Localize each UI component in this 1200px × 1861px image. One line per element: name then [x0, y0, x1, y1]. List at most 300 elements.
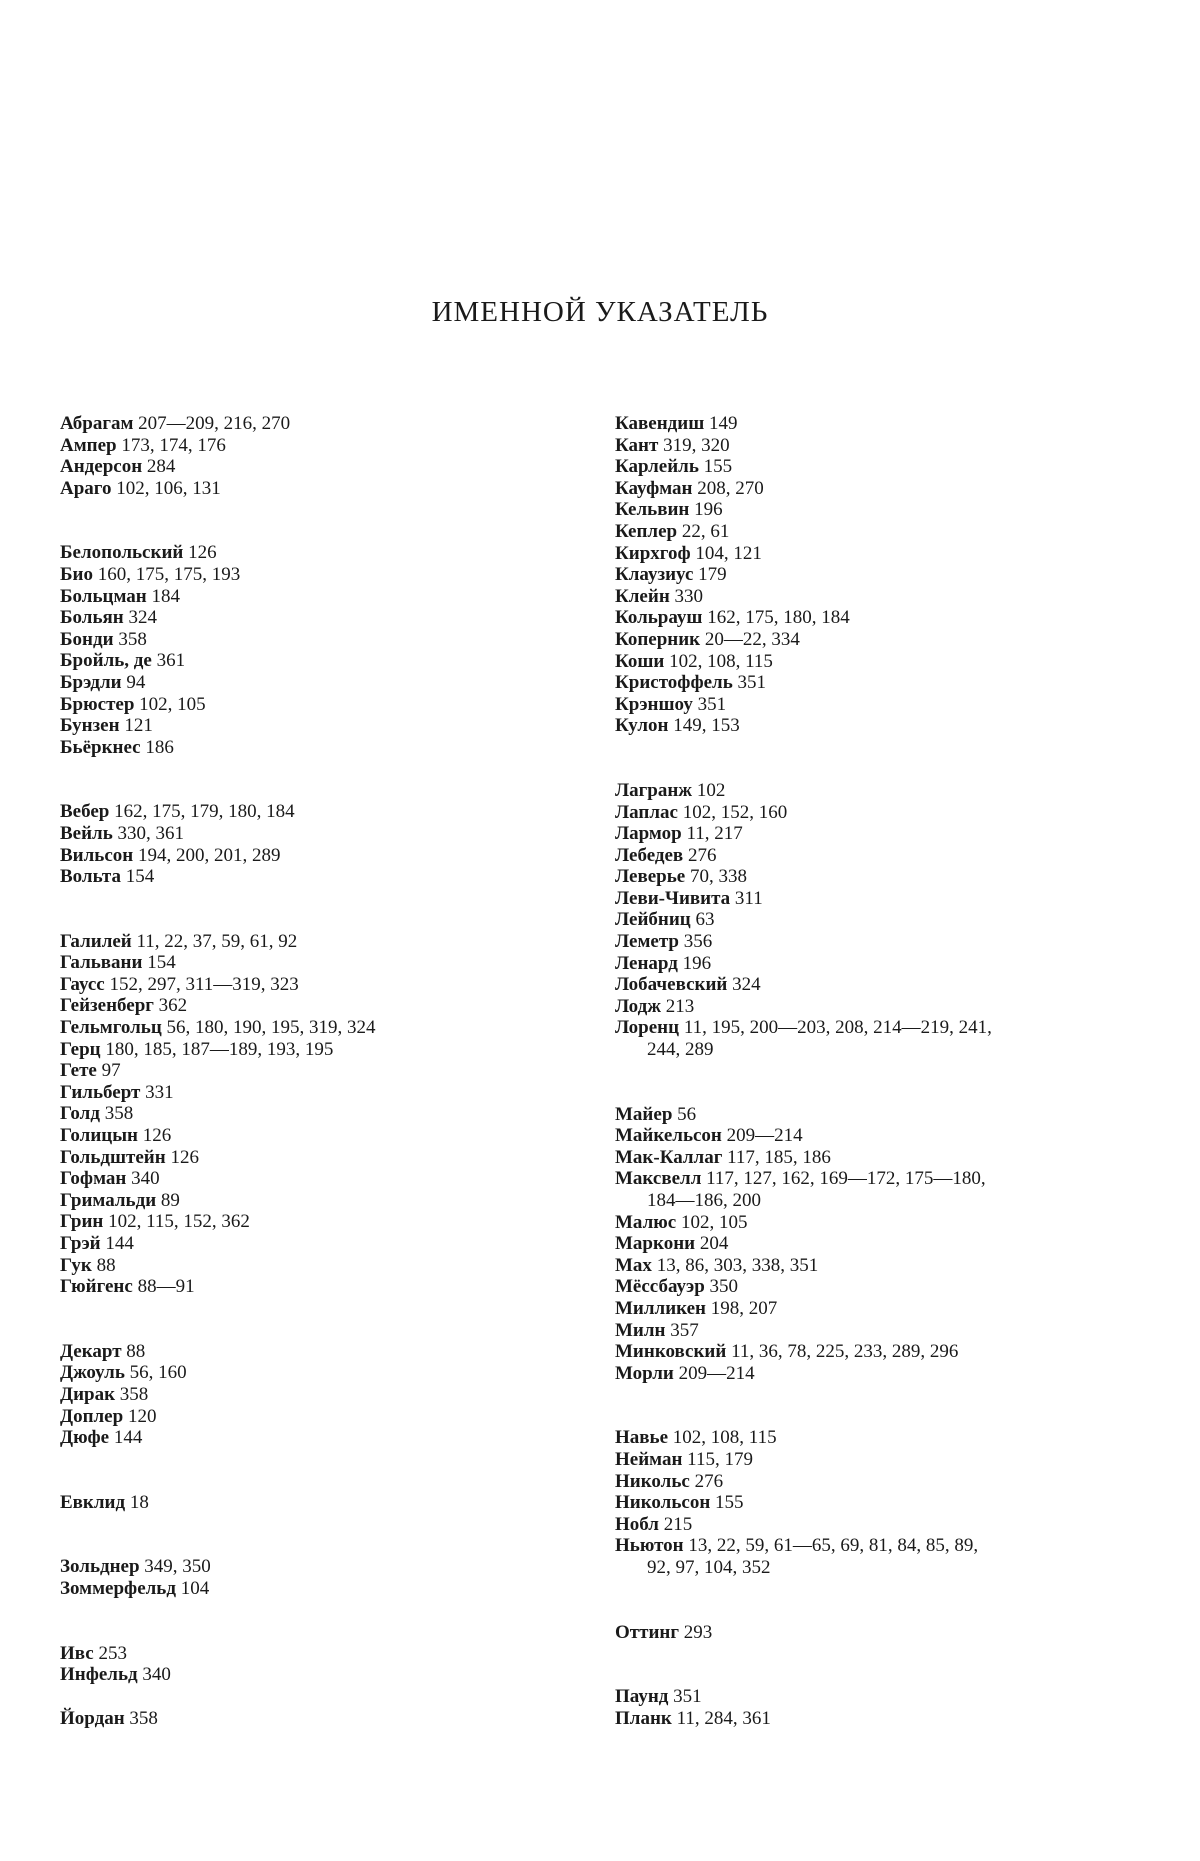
- index-entry: [615, 1341, 1155, 1363]
- entry-name: Лодж: [615, 995, 662, 1017]
- index-entry: [60, 1708, 600, 1730]
- entry-name: Гальвани: [60, 952, 143, 974]
- entry-name: Кольрауш: [615, 607, 703, 629]
- entry-name: Кулон: [615, 715, 669, 737]
- index-entry: [615, 564, 1155, 586]
- index-entry: [615, 715, 1155, 737]
- page-title: ИМЕННОЙ УКАЗАТЕЛЬ: [431, 296, 769, 328]
- entry-pages: 56, 180, 190, 195, 319, 324: [166, 1017, 376, 1039]
- index-letter-group: [60, 801, 600, 887]
- entry-name: Кеплер: [615, 520, 678, 542]
- entry-pages: 88—91: [137, 1276, 195, 1298]
- index-entry: [60, 1211, 600, 1233]
- entry-pages: 94: [126, 671, 146, 693]
- entry-name: Морли: [615, 1362, 674, 1384]
- entry-name: Кристоффель: [615, 672, 733, 694]
- entry-pages: 358: [118, 628, 147, 650]
- index-entry: [615, 499, 1155, 521]
- index-entry: [60, 1492, 600, 1514]
- entry-pages: 22, 61: [681, 520, 730, 542]
- entry-pages: 155: [703, 456, 733, 478]
- entry-pages: 63: [695, 909, 715, 931]
- index-letter-group: [60, 542, 600, 758]
- index-entry: [615, 953, 1155, 975]
- index-entry: [60, 1578, 600, 1600]
- entry-name: Гейзенберг: [60, 995, 154, 1017]
- entry-pages: 102, 152, 160: [682, 801, 788, 823]
- entry-name: Коперник: [615, 628, 701, 650]
- index-letter-group: [615, 1622, 1155, 1644]
- entry-name: Нейман: [615, 1448, 683, 1470]
- index-entry: [60, 694, 600, 716]
- entry-name: Леверье: [615, 866, 686, 888]
- entry-name: Маркони: [615, 1233, 696, 1255]
- entry-pages: 102, 108, 115: [669, 650, 773, 672]
- entry-pages: 350: [709, 1276, 739, 1298]
- entry-name: Никольсон: [615, 1492, 711, 1514]
- index-entry: [615, 1320, 1155, 1342]
- entry-name: Гете: [60, 1060, 97, 1082]
- entry-name: Гаусс: [60, 973, 105, 995]
- entry-pages-continued: 92, 97, 104, 352: [647, 1556, 771, 1578]
- entry-pages: 97: [101, 1060, 121, 1082]
- index-letter-group: [60, 1643, 600, 1686]
- entry-name: Милн: [615, 1319, 666, 1341]
- index-letter-group: [60, 413, 600, 499]
- entry-name: Кант: [615, 434, 659, 456]
- index-entry: [615, 543, 1155, 565]
- index-entry: [615, 521, 1155, 543]
- index-letter-group: [60, 1492, 600, 1514]
- entry-name: Дирак: [60, 1383, 116, 1405]
- entry-pages: 121: [124, 715, 153, 737]
- index-entry: [60, 586, 600, 608]
- entry-name: Лебедев: [615, 844, 684, 866]
- entry-name: Майкельсон: [615, 1125, 722, 1147]
- entry-name: Ньютон: [615, 1535, 684, 1557]
- index-entry: [60, 1168, 600, 1190]
- index-letter-group: [615, 780, 1155, 1061]
- index-entry: [60, 1060, 600, 1082]
- index-entry: [615, 974, 1155, 996]
- entry-pages: 198, 207: [710, 1297, 778, 1319]
- entry-name: Нобл: [615, 1513, 659, 1535]
- index-entry: [615, 1686, 1155, 1708]
- index-entry: [615, 435, 1155, 457]
- entry-pages: 18: [129, 1491, 149, 1513]
- entry-pages: 324: [732, 974, 761, 996]
- index-entry: [60, 931, 600, 953]
- entry-pages: 102, 105: [139, 693, 206, 715]
- index-entry: [615, 1449, 1155, 1471]
- index-entry: [615, 1017, 1155, 1060]
- entry-name: Оттинг: [615, 1621, 679, 1643]
- entry-name: Мах: [615, 1254, 652, 1276]
- entry-pages: 351: [673, 1686, 702, 1708]
- entry-pages: 11, 217: [686, 823, 743, 845]
- entry-name: Больян: [60, 607, 124, 629]
- entry-name: Гольдштейн: [60, 1146, 166, 1168]
- entry-pages: 357: [670, 1319, 699, 1341]
- entry-name: Крэншоу: [615, 693, 693, 715]
- index-entry: [60, 1103, 600, 1125]
- index-entry: [60, 952, 600, 974]
- index-entry: [60, 1406, 600, 1428]
- index-letter-group: [60, 1556, 600, 1599]
- index-entry: [615, 672, 1155, 694]
- entry-pages: 117, 185, 186: [727, 1146, 831, 1168]
- entry-pages: 102, 106, 131: [116, 477, 221, 499]
- entry-pages: 89: [160, 1189, 180, 1211]
- entry-name: Био: [60, 563, 94, 585]
- index-column-left: [60, 413, 600, 1729]
- index-entry: [615, 888, 1155, 910]
- entry-name: Паунд: [615, 1686, 669, 1708]
- index-letter-group: [615, 1104, 1155, 1385]
- index-entry: [60, 1341, 600, 1363]
- entry-pages: 20—22, 334: [704, 628, 800, 650]
- entry-name: Навье: [615, 1427, 669, 1449]
- entry-name: Вольта: [60, 866, 121, 888]
- index-entry: [60, 1190, 600, 1212]
- entry-pages: 120: [127, 1405, 157, 1427]
- entry-pages: 351: [737, 672, 766, 694]
- entry-name: Лобачевский: [615, 974, 728, 996]
- index-entry: [615, 780, 1155, 802]
- index-entry: [615, 1276, 1155, 1298]
- index-entry: [615, 1492, 1155, 1514]
- index-entry: [615, 931, 1155, 953]
- index-entry: [615, 1147, 1155, 1169]
- index-entry: [615, 1255, 1155, 1277]
- index-entry: [60, 650, 600, 672]
- entry-pages: 13, 22, 59, 61—65, 69, 81, 84, 85, 89,: [688, 1535, 979, 1557]
- index-entry: [60, 629, 600, 651]
- entry-pages: 56, 160: [129, 1362, 187, 1384]
- index-entry: [60, 478, 600, 500]
- entry-pages: 351: [697, 693, 727, 715]
- entry-pages: 361: [156, 650, 186, 672]
- entry-pages: 88: [96, 1254, 116, 1276]
- entry-pages: 330, 361: [117, 822, 185, 844]
- index-entry: [60, 845, 600, 867]
- entry-pages: 115, 179: [687, 1448, 753, 1470]
- entry-pages: 340: [131, 1168, 160, 1190]
- entry-name: Гильберт: [60, 1081, 141, 1103]
- entry-name: Лейбниц: [615, 909, 691, 931]
- entry-name: Бунзен: [60, 715, 120, 737]
- index-entry: [60, 456, 600, 478]
- index-entry: [615, 1622, 1155, 1644]
- index-entry: [615, 1708, 1155, 1730]
- entry-pages: 180, 185, 187—189, 193, 195: [105, 1038, 334, 1060]
- entry-name: Доплер: [60, 1405, 124, 1427]
- index-entry: [615, 996, 1155, 1018]
- entry-pages: 319, 320: [663, 434, 730, 456]
- entry-name: Лагранж: [615, 779, 693, 801]
- index-entry: [60, 564, 600, 586]
- entry-name: Гримальди: [60, 1189, 157, 1211]
- index-entry: [60, 607, 600, 629]
- entry-pages: 149: [709, 413, 738, 434]
- index-entry: [60, 1276, 600, 1298]
- entry-name: Лаплас: [615, 801, 678, 823]
- entry-name: Белопольский: [60, 542, 184, 564]
- entry-pages: 149, 153: [673, 715, 740, 737]
- entry-name: Евклид: [60, 1491, 126, 1513]
- entry-name: Мёссбауэр: [615, 1276, 705, 1298]
- index-entry: [60, 1039, 600, 1061]
- entry-name: Ивс: [60, 1642, 94, 1664]
- entry-pages-continued: 244, 289: [647, 1039, 714, 1061]
- entry-name: Гофман: [60, 1168, 127, 1190]
- entry-name: Зольднер: [60, 1556, 140, 1578]
- index-column-right: [615, 413, 1155, 1729]
- index-entry: [60, 1427, 600, 1449]
- index-entry: [60, 715, 600, 737]
- index-entry: [60, 1255, 600, 1277]
- entry-pages: 13, 86, 303, 338, 351: [656, 1254, 819, 1276]
- entry-pages: 330: [674, 585, 704, 607]
- index-entry: [60, 1233, 600, 1255]
- entry-pages: 152, 297, 311—319, 323: [109, 973, 299, 995]
- index-entry: [60, 737, 600, 759]
- entry-pages: 349, 350: [144, 1556, 211, 1578]
- index-entry: [60, 672, 600, 694]
- entry-pages: 117, 127, 162, 169—172, 175—180,: [706, 1168, 986, 1190]
- entry-name: Вейль: [60, 822, 113, 844]
- entry-name: Зоммерфельд: [60, 1577, 176, 1599]
- index-entry: [60, 866, 600, 888]
- entry-pages: 160, 175, 175, 193: [97, 563, 241, 585]
- entry-pages: 179: [698, 564, 727, 586]
- index-entry: [615, 1125, 1155, 1147]
- entry-name: Минковский: [615, 1341, 727, 1363]
- entry-name: Инфельд: [60, 1664, 138, 1686]
- index-entry: [615, 866, 1155, 888]
- entry-name: Йордан: [60, 1707, 125, 1729]
- index-letter-group: [615, 413, 1155, 737]
- index-entry: [60, 1017, 600, 1039]
- entry-pages-continued: 184—186, 200: [647, 1190, 761, 1211]
- entry-pages: 104, 121: [695, 542, 762, 564]
- index-entry: [615, 1212, 1155, 1234]
- index-letter-group: [615, 1686, 1155, 1729]
- entry-pages: 126: [142, 1125, 172, 1147]
- entry-name: Гюйгенс: [60, 1276, 133, 1298]
- entry-name: Вебер: [60, 801, 110, 823]
- entry-name: Милликен: [615, 1297, 707, 1319]
- index-entry: [615, 456, 1155, 478]
- entry-pages: 102, 108, 115: [672, 1427, 777, 1449]
- entry-pages: 324: [128, 607, 157, 629]
- entry-name: Дюфе: [60, 1427, 110, 1449]
- entry-name: Планк: [615, 1707, 672, 1729]
- index-entry: [60, 995, 600, 1017]
- entry-name: Брэдли: [60, 671, 122, 693]
- index-entry: [615, 823, 1155, 845]
- entry-name: Коши: [615, 650, 665, 672]
- entry-name: Декарт: [60, 1340, 122, 1362]
- entry-pages: 56: [677, 1103, 697, 1125]
- entry-name: Лармор: [615, 823, 682, 845]
- entry-name: Лоренц: [615, 1017, 680, 1039]
- entry-pages: 11, 36, 78, 225, 233, 289, 296: [731, 1341, 959, 1363]
- entry-pages: 144: [105, 1233, 134, 1254]
- entry-name: Гук: [60, 1254, 92, 1276]
- entry-pages: 70, 338: [689, 866, 747, 888]
- entry-pages: 126: [188, 542, 217, 564]
- entry-pages: 104: [180, 1577, 210, 1599]
- entry-name: Кельвин: [615, 499, 690, 521]
- entry-name: Бьёркнес: [60, 736, 141, 758]
- entry-name: Андерсон: [60, 456, 143, 478]
- index-letter-group: [60, 931, 600, 1298]
- index-entry: [615, 1104, 1155, 1126]
- entry-name: Ленард: [615, 952, 678, 974]
- entry-name: Брюстер: [60, 693, 135, 715]
- entry-name: Грин: [60, 1211, 104, 1233]
- entry-pages: 276: [694, 1470, 724, 1492]
- index-entry: [615, 651, 1155, 673]
- entry-name: Галилей: [60, 930, 132, 952]
- entry-pages: 207—209, 216, 270: [138, 413, 291, 434]
- entry-name: Майер: [615, 1103, 673, 1125]
- entry-name: Малюс: [615, 1211, 677, 1233]
- entry-pages: 186: [145, 736, 174, 758]
- index-entry: [60, 1643, 600, 1665]
- entry-pages: 362: [158, 995, 188, 1017]
- index-entry: [60, 1384, 600, 1406]
- index-entry: [60, 1664, 600, 1686]
- index-entry: [615, 629, 1155, 651]
- entry-name: Мак-Каллаг: [615, 1146, 723, 1168]
- index-entry: [615, 1427, 1155, 1449]
- entry-pages: 284: [146, 456, 176, 478]
- index-entry: [615, 1168, 1155, 1211]
- index-entry: [615, 586, 1155, 608]
- index-entry: [60, 1082, 600, 1104]
- entry-name: Ампер: [60, 434, 117, 456]
- index-letter-group: [60, 1708, 600, 1730]
- entry-pages: 184: [151, 585, 180, 607]
- entry-pages: 293: [683, 1621, 713, 1643]
- entry-name: Больцман: [60, 585, 147, 607]
- entry-name: Клейн: [615, 585, 670, 607]
- entry-pages: 196: [694, 499, 723, 521]
- entry-pages: 358: [104, 1103, 134, 1125]
- entry-name: Леметр: [615, 931, 679, 953]
- entry-name: Максвелл: [615, 1168, 702, 1190]
- entry-name: Кавендиш: [615, 413, 705, 434]
- entry-pages: 173, 174, 176: [121, 434, 226, 456]
- entry-name: Гельмгольц: [60, 1017, 162, 1039]
- index-entry: [615, 909, 1155, 931]
- entry-name: Бройль, де: [60, 650, 152, 672]
- entry-pages: 358: [119, 1383, 149, 1405]
- index-entry: [615, 478, 1155, 500]
- entry-name: Никольс: [615, 1470, 690, 1492]
- entry-name: Голд: [60, 1103, 100, 1125]
- entry-pages: 11, 284, 361: [676, 1707, 771, 1729]
- index-entry: [615, 1233, 1155, 1255]
- entry-pages: 155: [715, 1492, 744, 1514]
- index-entry: [60, 435, 600, 457]
- entry-pages: 215: [663, 1513, 693, 1535]
- entry-pages: 213: [665, 995, 695, 1017]
- index-entry: [60, 974, 600, 996]
- entry-pages: 358: [129, 1707, 158, 1729]
- entry-pages: 126: [170, 1146, 199, 1168]
- entry-name: Вильсон: [60, 844, 134, 866]
- entry-pages: 162, 175, 180, 184: [707, 607, 850, 629]
- entry-name: Голицын: [60, 1125, 139, 1147]
- index-entry: [60, 542, 600, 564]
- entry-pages: 11, 22, 37, 59, 61, 92: [136, 930, 298, 952]
- entry-pages: 102, 105: [680, 1211, 748, 1233]
- entry-pages: 209—214: [678, 1362, 755, 1384]
- index-letter-group: [60, 1341, 600, 1449]
- entry-pages: 144: [113, 1427, 143, 1449]
- entry-pages: 208, 270: [697, 477, 764, 499]
- index-entry: [615, 1514, 1155, 1536]
- entry-pages: 162, 175, 179, 180, 184: [114, 801, 295, 823]
- entry-pages: 204: [699, 1233, 729, 1255]
- entry-pages: 311: [734, 887, 763, 909]
- entry-pages: 253: [98, 1642, 127, 1664]
- entry-pages: 154: [147, 952, 176, 974]
- entry-name: Клаузиус: [615, 564, 694, 586]
- index-entry: [615, 1298, 1155, 1320]
- index-entry: [60, 1125, 600, 1147]
- index-entry: [60, 413, 600, 435]
- entry-pages: 331: [145, 1081, 174, 1103]
- entry-pages: 340: [142, 1664, 171, 1686]
- entry-pages: 154: [125, 866, 155, 888]
- entry-pages: 102, 115, 152, 362: [108, 1211, 250, 1233]
- entry-name: Грэй: [60, 1233, 101, 1254]
- index-entry: [60, 1147, 600, 1169]
- entry-name: Бонди: [60, 628, 114, 650]
- index-entry: [60, 823, 600, 845]
- index-entry: [60, 801, 600, 823]
- index-entry: [615, 607, 1155, 629]
- index-entry: [615, 1471, 1155, 1493]
- index-entry: [60, 1362, 600, 1384]
- entry-pages: 356: [683, 931, 713, 953]
- index-letter-group: [615, 1427, 1155, 1578]
- entry-pages: 276: [687, 844, 717, 866]
- index-entry: [615, 845, 1155, 867]
- index-entry: [615, 413, 1155, 435]
- entry-name: Леви-Чивита: [615, 887, 731, 909]
- entry-name: Абрагам: [60, 413, 134, 434]
- entry-name: Кауфман: [615, 477, 693, 499]
- entry-name: Араго: [60, 477, 112, 499]
- entry-pages: 194, 200, 201, 289: [137, 844, 281, 866]
- entry-pages: 196: [682, 952, 712, 974]
- entry-name: Джоуль: [60, 1362, 125, 1384]
- index-entry: [615, 1363, 1155, 1385]
- entry-name: Кирхгоф: [615, 542, 691, 564]
- index-entry: [60, 1556, 600, 1578]
- entry-pages: 11, 195, 200—203, 208, 214—219, 241,: [683, 1017, 992, 1039]
- index-entry: [615, 694, 1155, 716]
- index-entry: [615, 1535, 1155, 1578]
- entry-name: Герц: [60, 1038, 101, 1060]
- entry-pages: 88: [126, 1340, 146, 1362]
- index-entry: [615, 802, 1155, 824]
